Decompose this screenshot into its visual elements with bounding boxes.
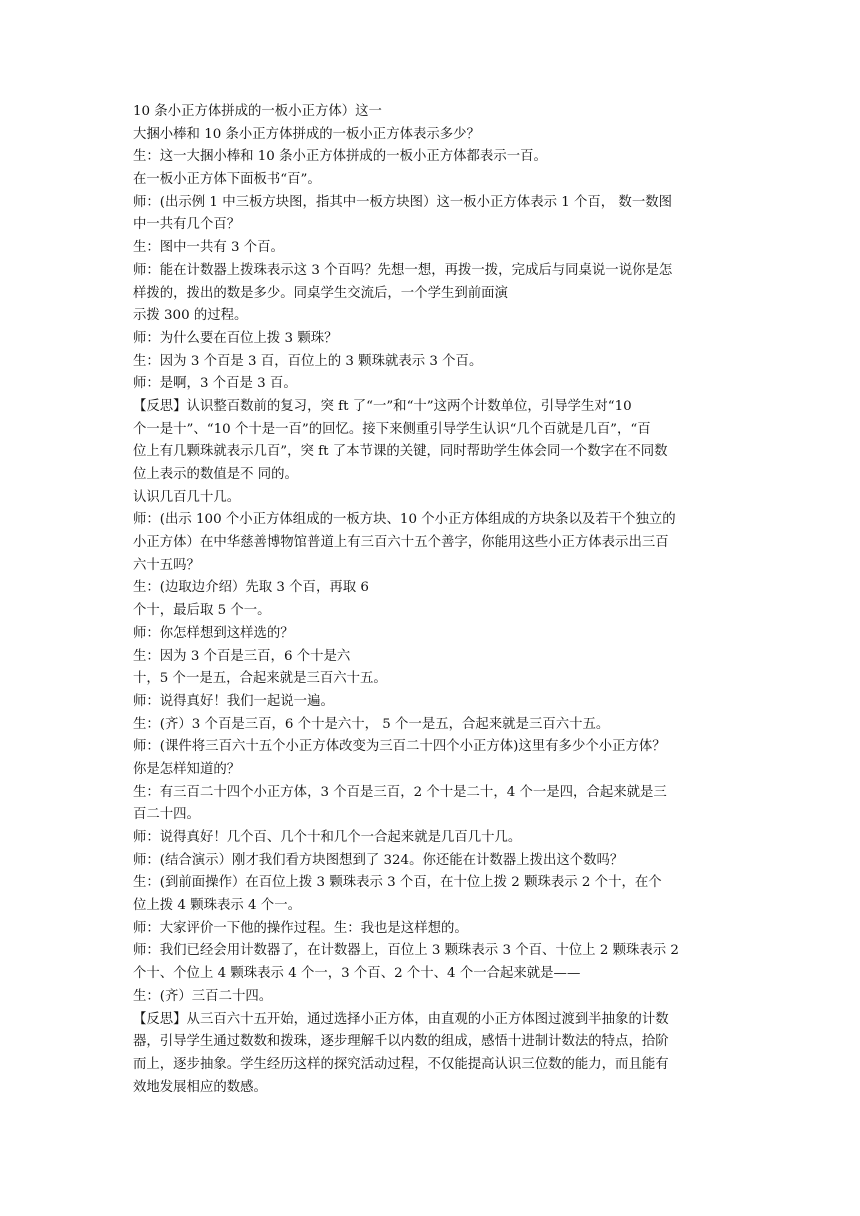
document-line: 个十，最后取 5 个一。: [133, 603, 271, 619]
document-line: 位上表示的数值是不 同的。: [133, 467, 298, 482]
document-line: 生：(边取边介绍）先取 3 个百，再取 6: [133, 580, 369, 596]
document-line: 师：(课件将三百六十五个小正方体改变为三百二十四个小正方体)这里有多少个小正方体？: [133, 739, 666, 755]
document-line: 10 条小正方体拼成的一板小正方体）这一: [133, 104, 382, 119]
document-line: 师：为什么要在百位上拨 3 颗珠？: [133, 330, 338, 346]
document-line: 师：(出示 100 个小正方体组成的一板方块、10 个小正方体组成的方块条以及若干个独立的: [133, 512, 676, 528]
document-line: 小正方体）在中华慈善博物馆普道上有三百六十五个善字，你能用这些小正方体表示出三百: [133, 535, 669, 551]
document-line: 个十、个位上 4 颗珠表示 4 个一，3 个百、2 个十、4 个一合起来就是——: [133, 966, 581, 982]
document-line: 师：说得真好！几个百、几个十和几个一合起来就是几百几十几。: [133, 830, 522, 845]
document-line: 生：图中一共有 3 个百。: [133, 240, 284, 256]
document-line: 你是怎样知道的？: [133, 761, 241, 777]
document-line: 效地发展相应的数感。: [133, 1079, 267, 1095]
document-line: 【反思】认识整百数前的复习，突 ft 了“一”和“十”这两个计数单位，引导学生对“10: [133, 398, 632, 414]
document-line: 生：(齐）3 个百是三百，6 个十是六十， 5 个一是五，合起来就是三百六十五。: [133, 716, 610, 732]
document-line: 师：(结合演示）刚才我们看方块图想到了 324。你还能在计数器上拨出这个数吗？: [133, 852, 624, 868]
document-line: 样拨的，拨出的数是多少。同桌学生交流后，一个学生到前面演: [133, 285, 508, 301]
document-line: 百二十四。: [133, 807, 200, 823]
document-line: 示拨 300 的过程。: [133, 308, 248, 324]
document-line: 生：因为 3 个百是三百，6 个十是六: [133, 648, 351, 664]
document-body: [133, 101, 733, 1099]
document-line: 生：(到前面操作）在百位上拨 3 颗珠表示 3 个百，在十位上拨 2 颗珠表示 2 个十，在个: [133, 875, 662, 891]
document-line: 位上有几颗珠就表示几百”，突 ft 了本节课的关键，同时帮助学生体会同一个数字在不同数: [133, 444, 668, 460]
document-line: 生：有三百二十四个小正方体，3 个百是三百，2 个十是二十，4 个一是四，合起来就是三: [133, 784, 667, 800]
document-line: 六十五吗？: [133, 557, 200, 573]
document-line: 而上，逐步抽象。学生经历这样的探究活动过程，不仅能提高认识三位数的能力，而且能有: [133, 1056, 669, 1072]
document-line: 师：我们已经会用计数器了，在计数器上，百位上 3 颗珠表示 3 个百、十位上 2 颗珠表示 2: [133, 943, 679, 959]
document-line: 位上拨 4 颗珠表示 4 个一。: [133, 898, 301, 914]
document-line: 师：大家评价一下他的操作过程。生：我也是这样想的。: [133, 920, 468, 936]
document-line: 【反思】从三百六十五开始，通过选择小正方体，由直观的小正方体图过渡到半抽象的计数: [133, 1011, 669, 1027]
document-line: 个一是十”、“10 个十是一百”的回忆。接下来侧重引导学生认识“几个百就是几百”，“百: [133, 421, 651, 437]
document-line: 师：是啊，3 个百是 3 百。: [133, 376, 297, 392]
document-line: 器，引导学生通过数数和拨珠，逐步理解千以内数的组成，感悟十进制计数法的特点，拾阶: [133, 1034, 669, 1050]
document-line: 十，5 个一是五，合起来就是三百六十五。: [133, 671, 387, 687]
document-line: 在一板小正方体下面板书“百”。: [133, 172, 321, 188]
document-line: 生：因为 3 个百是 3 百，百位上的 3 颗珠就表示 3 个百。: [133, 353, 483, 369]
document-line: 生：这一大捆小棒和 10 条小正方体拼成的一板小正方体都表示一百。: [133, 149, 547, 165]
document-line: 师：你怎样想到这样选的？: [133, 625, 294, 641]
document-line: 认识几百几十几。: [133, 489, 241, 505]
document-line: 师：说得真好！我们一起说一遍。: [133, 693, 334, 709]
document-line: 师：能在计数器上拨珠表示这 3 个百吗？先想一想，再拨一拨，完成后与同桌说一说你是怎: [133, 262, 673, 278]
document-line: 生：(齐）三百二十四。: [133, 988, 273, 1004]
document-line: 大捆小棒和 10 条小正方体拼成的一板小正方体表示多少？: [133, 126, 480, 142]
document-line: 师：(出示例 1 中三板方块图，指其中一板方块图）这一板小正方体表示 1 个百， 数一数图: [133, 194, 672, 210]
document-line: 中一共有几个百？: [133, 217, 241, 233]
